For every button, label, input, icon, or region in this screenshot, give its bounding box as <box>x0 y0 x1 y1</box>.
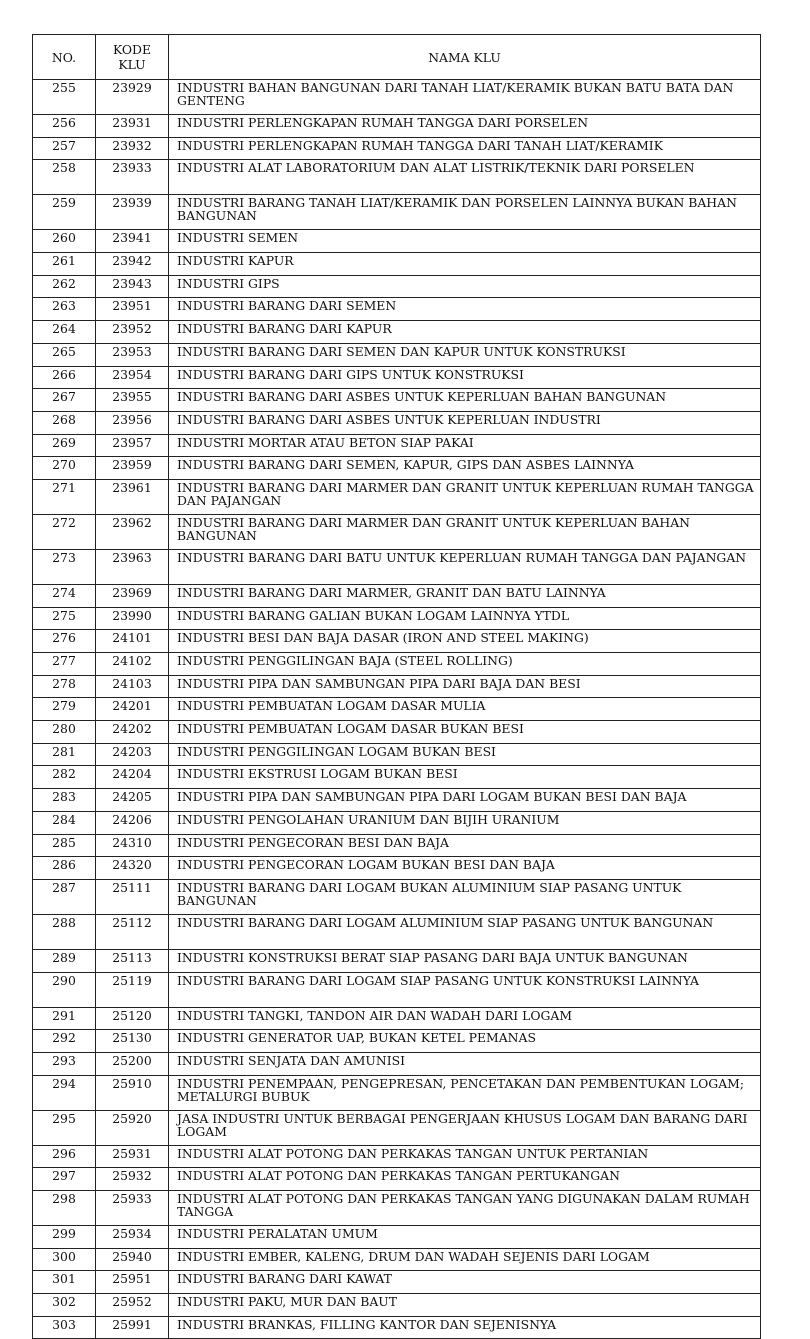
kode-klu: 23961 <box>96 479 169 514</box>
kode-klu: 23962 <box>96 514 169 549</box>
table-row <box>33 1316 761 1339</box>
kode-klu: 25130 <box>96 1030 169 1053</box>
nama-klu: INDUSTRI PENGECORAN LOGAM BUKAN BESI DAN BAJA <box>169 857 761 880</box>
table-row <box>33 457 761 480</box>
table-row <box>33 698 761 721</box>
row-number: 298 <box>33 1191 96 1226</box>
row-number: 282 <box>33 766 96 789</box>
row-number: 265 <box>33 343 96 366</box>
row-number: 277 <box>33 653 96 676</box>
row-number: 258 <box>33 160 96 195</box>
kode-klu: 25932 <box>96 1168 169 1191</box>
table-row <box>33 834 761 857</box>
table-row <box>33 811 761 834</box>
nama-klu: INDUSTRI BARANG DARI LOGAM BUKAN ALUMINIUM SIAP PASANG UNTUK BANGUNAN <box>169 879 761 914</box>
nama-klu: INDUSTRI GIPS <box>169 275 761 298</box>
nama-klu: INDUSTRI PERLENGKAPAN RUMAH TANGGA DARI PORSELEN <box>169 115 761 138</box>
table-row <box>33 630 761 653</box>
kode-klu: 25931 <box>96 1145 169 1168</box>
table-row <box>33 653 761 676</box>
row-number: 271 <box>33 479 96 514</box>
nama-klu: INDUSTRI PIPA DAN SAMBUNGAN PIPA DARI BAJA DAN BESI <box>169 675 761 698</box>
table-row <box>33 949 761 972</box>
row-number: 300 <box>33 1248 96 1271</box>
row-number: 261 <box>33 253 96 276</box>
nama-klu: INDUSTRI PERLENGKAPAN RUMAH TANGGA DARI TANAH LIAT/KERAMIK <box>169 137 761 160</box>
table-row <box>33 434 761 457</box>
table-row <box>33 1075 761 1110</box>
row-number: 283 <box>33 789 96 812</box>
nama-klu: INDUSTRI TANGKI, TANDON AIR DAN WADAH DARI LOGAM <box>169 1007 761 1030</box>
table-row <box>33 275 761 298</box>
header-nama: NAMA KLU <box>169 35 761 80</box>
row-number: 302 <box>33 1294 96 1317</box>
kode-klu: 25910 <box>96 1075 169 1110</box>
table-row <box>33 195 761 230</box>
table-row <box>33 115 761 138</box>
table-row <box>33 1226 761 1249</box>
kode-klu: 24203 <box>96 743 169 766</box>
nama-klu: INDUSTRI BARANG DARI MARMER DAN GRANIT UNTUK KEPERLUAN BAHAN BANGUNAN <box>169 514 761 549</box>
table-row <box>33 1271 761 1294</box>
nama-klu: INDUSTRI BARANG DARI GIPS UNTUK KONSTRUKSI <box>169 366 761 389</box>
table-row <box>33 1110 761 1145</box>
table-row <box>33 857 761 880</box>
kode-klu: 24310 <box>96 834 169 857</box>
row-number: 260 <box>33 230 96 253</box>
table-row <box>33 743 761 766</box>
row-number: 256 <box>33 115 96 138</box>
nama-klu: INDUSTRI PERALATAN UMUM <box>169 1226 761 1249</box>
row-number: 279 <box>33 698 96 721</box>
table-row <box>33 549 761 584</box>
row-number: 290 <box>33 972 96 1007</box>
table-row <box>33 1168 761 1191</box>
row-number: 296 <box>33 1145 96 1168</box>
row-number: 262 <box>33 275 96 298</box>
kode-klu: 23931 <box>96 115 169 138</box>
nama-klu: INDUSTRI BARANG DARI LOGAM ALUMINIUM SIAP PASANG UNTUK BANGUNAN <box>169 914 761 949</box>
kode-klu: 23943 <box>96 275 169 298</box>
kode-klu: 24320 <box>96 857 169 880</box>
kode-klu: 24202 <box>96 721 169 744</box>
row-number: 293 <box>33 1052 96 1075</box>
table-row <box>33 607 761 630</box>
row-number: 299 <box>33 1226 96 1249</box>
row-number: 267 <box>33 389 96 412</box>
row-number: 264 <box>33 321 96 344</box>
table-row <box>33 411 761 434</box>
table-row <box>33 675 761 698</box>
table-row <box>33 230 761 253</box>
nama-klu: INDUSTRI PENGOLAHAN URANIUM DAN BIJIH URANIUM <box>169 811 761 834</box>
row-number: 268 <box>33 411 96 434</box>
table-row <box>33 366 761 389</box>
row-number: 257 <box>33 137 96 160</box>
row-number: 285 <box>33 834 96 857</box>
row-number: 284 <box>33 811 96 834</box>
table-row <box>33 479 761 514</box>
kode-klu: 24206 <box>96 811 169 834</box>
row-number: 297 <box>33 1168 96 1191</box>
table-row <box>33 1145 761 1168</box>
kode-klu: 25933 <box>96 1191 169 1226</box>
nama-klu: INDUSTRI PEMBUATAN LOGAM DASAR MULIA <box>169 698 761 721</box>
kode-klu: 23956 <box>96 411 169 434</box>
document-page <box>32 34 760 1339</box>
kode-klu: 24204 <box>96 766 169 789</box>
nama-klu: INDUSTRI PENGGILINGAN LOGAM BUKAN BESI <box>169 743 761 766</box>
nama-klu: INDUSTRI GENERATOR UAP, BUKAN KETEL PEMANAS <box>169 1030 761 1053</box>
kode-klu: 23932 <box>96 137 169 160</box>
nama-klu: INDUSTRI BARANG DARI SEMEN, KAPUR, GIPS DAN ASBES LAINNYA <box>169 457 761 480</box>
nama-klu: INDUSTRI ALAT LABORATORIUM DAN ALAT LISTRIK/TEKNIK DARI PORSELEN <box>169 160 761 195</box>
nama-klu: INDUSTRI BAHAN BANGUNAN DARI TANAH LIAT/KERAMIK BUKAN BATU BATA DAN GENTENG <box>169 80 761 115</box>
row-number: 288 <box>33 914 96 949</box>
kode-klu: 25113 <box>96 949 169 972</box>
row-number: 281 <box>33 743 96 766</box>
table-row <box>33 514 761 549</box>
kode-klu: 23990 <box>96 607 169 630</box>
row-number: 287 <box>33 879 96 914</box>
row-number: 280 <box>33 721 96 744</box>
row-number: 286 <box>33 857 96 880</box>
row-number: 292 <box>33 1030 96 1053</box>
table-row <box>33 298 761 321</box>
row-number: 274 <box>33 584 96 607</box>
nama-klu: INDUSTRI EKSTRUSI LOGAM BUKAN BESI <box>169 766 761 789</box>
kode-klu: 25934 <box>96 1226 169 1249</box>
kode-klu: 25120 <box>96 1007 169 1030</box>
kode-klu: 23933 <box>96 160 169 195</box>
row-number: 278 <box>33 675 96 698</box>
table-row <box>33 721 761 744</box>
nama-klu: INDUSTRI KAPUR <box>169 253 761 276</box>
kode-klu: 24201 <box>96 698 169 721</box>
table-row <box>33 789 761 812</box>
nama-klu: INDUSTRI PENGECORAN BESI DAN BAJA <box>169 834 761 857</box>
kode-klu: 23963 <box>96 549 169 584</box>
nama-klu: INDUSTRI BARANG DARI SEMEN <box>169 298 761 321</box>
table-row <box>33 321 761 344</box>
nama-klu: INDUSTRI BARANG DARI KAPUR <box>169 321 761 344</box>
row-number: 294 <box>33 1075 96 1110</box>
table-row <box>33 972 761 1007</box>
kode-klu: 23951 <box>96 298 169 321</box>
table-row <box>33 389 761 412</box>
nama-klu: INDUSTRI PENEMPAAN, PENGEPRESAN, PENCETAKAN DAN PEMBENTUKAN LOGAM; METALURGI BUBUK <box>169 1075 761 1110</box>
row-number: 255 <box>33 80 96 115</box>
kode-klu: 23952 <box>96 321 169 344</box>
header-kode <box>96 35 169 80</box>
klu-table <box>32 34 761 1339</box>
kode-klu: 25111 <box>96 879 169 914</box>
header-kode-label: KODE KLU <box>112 42 152 72</box>
nama-klu: INDUSTRI PIPA DAN SAMBUNGAN PIPA DARI LOGAM BUKAN BESI DAN BAJA <box>169 789 761 812</box>
row-number: 259 <box>33 195 96 230</box>
row-number: 289 <box>33 949 96 972</box>
table-row <box>33 160 761 195</box>
kode-klu: 23954 <box>96 366 169 389</box>
row-number: 291 <box>33 1007 96 1030</box>
kode-klu: 23959 <box>96 457 169 480</box>
kode-klu: 23969 <box>96 584 169 607</box>
kode-klu: 25951 <box>96 1271 169 1294</box>
kode-klu: 24103 <box>96 675 169 698</box>
table-row <box>33 879 761 914</box>
row-number: 270 <box>33 457 96 480</box>
nama-klu: INDUSTRI BESI DAN BAJA DASAR (IRON AND STEEL MAKING) <box>169 630 761 653</box>
table-row <box>33 253 761 276</box>
nama-klu: INDUSTRI EMBER, KALENG, DRUM DAN WADAH SEJENIS DARI LOGAM <box>169 1248 761 1271</box>
nama-klu: INDUSTRI ALAT POTONG DAN PERKAKAS TANGAN UNTUK PERTANIAN <box>169 1145 761 1168</box>
nama-klu: INDUSTRI PAKU, MUR DAN BAUT <box>169 1294 761 1317</box>
kode-klu: 23929 <box>96 80 169 115</box>
table-row <box>33 584 761 607</box>
kode-klu: 25119 <box>96 972 169 1007</box>
table-row <box>33 1007 761 1030</box>
table-row <box>33 1191 761 1226</box>
nama-klu: INDUSTRI KONSTRUKSI BERAT SIAP PASANG DARI BAJA UNTUK BANGUNAN <box>169 949 761 972</box>
row-number: 275 <box>33 607 96 630</box>
kode-klu: 24102 <box>96 653 169 676</box>
nama-klu: INDUSTRI BARANG DARI LOGAM SIAP PASANG UNTUK KONSTRUKSI LAINNYA <box>169 972 761 1007</box>
kode-klu: 23957 <box>96 434 169 457</box>
kode-klu: 25940 <box>96 1248 169 1271</box>
header-no: NO. <box>33 35 96 80</box>
table-row <box>33 80 761 115</box>
nama-klu: INDUSTRI ALAT POTONG DAN PERKAKAS TANGAN YANG DIGUNAKAN DALAM RUMAH TANGGA <box>169 1191 761 1226</box>
kode-klu: 24101 <box>96 630 169 653</box>
table-header-row <box>33 35 761 80</box>
kode-klu: 23942 <box>96 253 169 276</box>
row-number: 272 <box>33 514 96 549</box>
nama-klu: INDUSTRI SEMEN <box>169 230 761 253</box>
nama-klu: INDUSTRI BARANG DARI BATU UNTUK KEPERLUAN RUMAH TANGGA DAN PAJANGAN <box>169 549 761 584</box>
row-number: 273 <box>33 549 96 584</box>
kode-klu: 24205 <box>96 789 169 812</box>
nama-klu: INDUSTRI PENGGILINGAN BAJA (STEEL ROLLING) <box>169 653 761 676</box>
table-row <box>33 343 761 366</box>
nama-klu: INDUSTRI PEMBUATAN LOGAM DASAR BUKAN BESI <box>169 721 761 744</box>
nama-klu: INDUSTRI BRANKAS, FILLING KANTOR DAN SEJENISNYA <box>169 1316 761 1339</box>
table-row <box>33 1030 761 1053</box>
kode-klu: 23939 <box>96 195 169 230</box>
row-number: 276 <box>33 630 96 653</box>
row-number: 269 <box>33 434 96 457</box>
table-row <box>33 914 761 949</box>
kode-klu: 25112 <box>96 914 169 949</box>
nama-klu: INDUSTRI BARANG GALIAN BUKAN LOGAM LAINNYA YTDL <box>169 607 761 630</box>
nama-klu: INDUSTRI BARANG DARI SEMEN DAN KAPUR UNTUK KONSTRUKSI <box>169 343 761 366</box>
row-number: 266 <box>33 366 96 389</box>
row-number: 263 <box>33 298 96 321</box>
table-row <box>33 137 761 160</box>
row-number: 295 <box>33 1110 96 1145</box>
kode-klu: 23955 <box>96 389 169 412</box>
kode-klu: 25991 <box>96 1316 169 1339</box>
nama-klu: INDUSTRI BARANG TANAH LIAT/KERAMIK DAN PORSELEN LAINNYA BUKAN BAHAN BANGUNAN <box>169 195 761 230</box>
nama-klu: INDUSTRI BARANG DARI MARMER, GRANIT DAN BATU LAINNYA <box>169 584 761 607</box>
kode-klu: 23941 <box>96 230 169 253</box>
table-body <box>33 80 761 1339</box>
nama-klu: INDUSTRI BARANG DARI MARMER DAN GRANIT UNTUK KEPERLUAN RUMAH TANGGA DAN PAJANGAN <box>169 479 761 514</box>
table-row <box>33 1248 761 1271</box>
nama-klu: INDUSTRI BARANG DARI ASBES UNTUK KEPERLUAN BAHAN BANGUNAN <box>169 389 761 412</box>
nama-klu: INDUSTRI BARANG DARI ASBES UNTUK KEPERLUAN INDUSTRI <box>169 411 761 434</box>
nama-klu: INDUSTRI ALAT POTONG DAN PERKAKAS TANGAN PERTUKANGAN <box>169 1168 761 1191</box>
row-number: 303 <box>33 1316 96 1339</box>
nama-klu: INDUSTRI MORTAR ATAU BETON SIAP PAKAI <box>169 434 761 457</box>
row-number: 301 <box>33 1271 96 1294</box>
kode-klu: 25920 <box>96 1110 169 1145</box>
kode-klu: 23953 <box>96 343 169 366</box>
nama-klu: INDUSTRI SENJATA DAN AMUNISI <box>169 1052 761 1075</box>
nama-klu: INDUSTRI BARANG DARI KAWAT <box>169 1271 761 1294</box>
table-row <box>33 1294 761 1317</box>
kode-klu: 25200 <box>96 1052 169 1075</box>
kode-klu: 25952 <box>96 1294 169 1317</box>
table-row <box>33 1052 761 1075</box>
table-row <box>33 766 761 789</box>
nama-klu: JASA INDUSTRI UNTUK BERBAGAI PENGERJAAN KHUSUS LOGAM DAN BARANG DARI LOGAM <box>169 1110 761 1145</box>
